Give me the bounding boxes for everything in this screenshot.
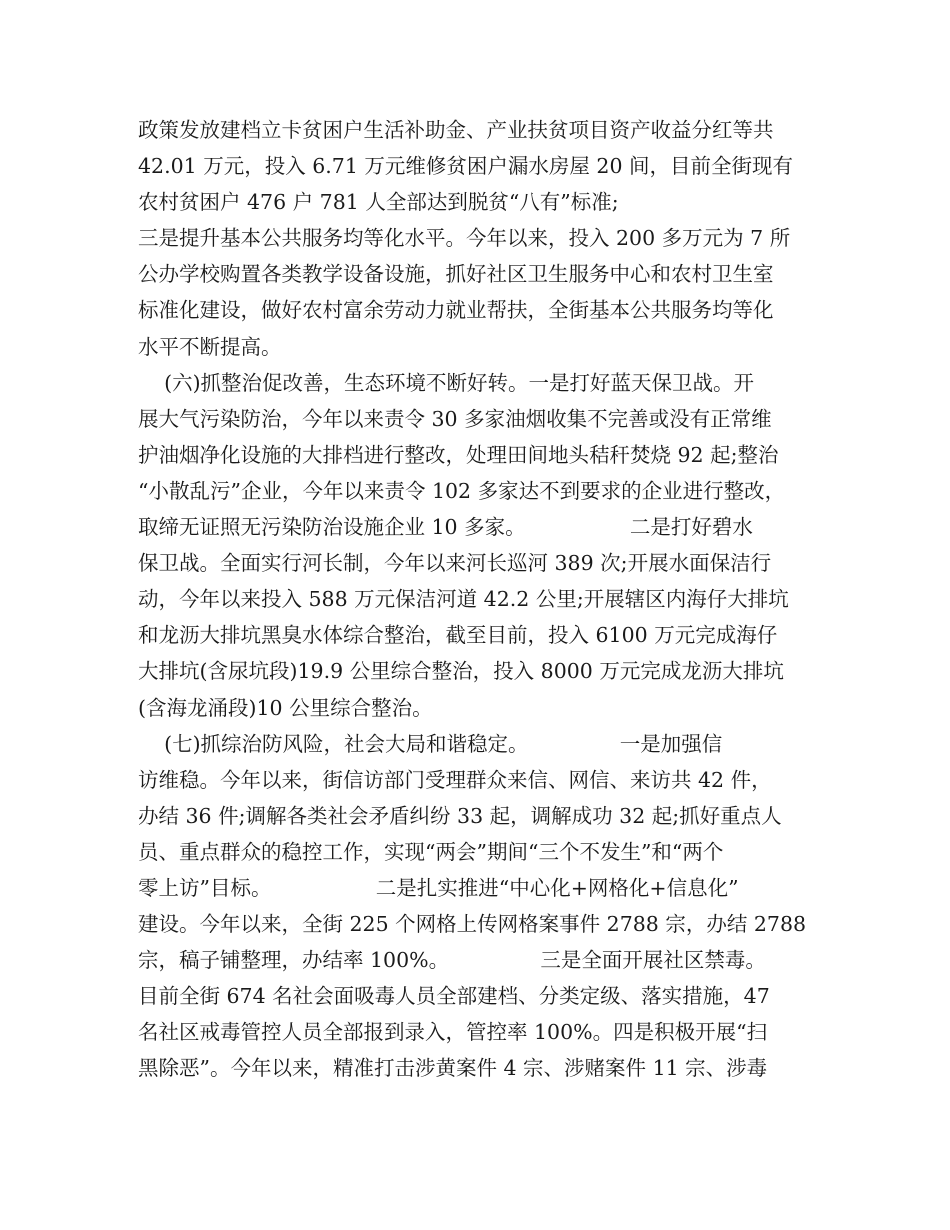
- text-line: (六)抓整治促改善，生态环境不断好转。一是打好蓝天保卫战。开: [138, 370, 755, 395]
- text-line: 名社区戒毒管控人员全部报到录入，管控率 100%。四是积极开展“扫: [138, 1020, 768, 1045]
- text-line: 42.01 万元，投入 6.71 万元维修贫困户漏水房屋 20 间，目前全街现有: [138, 154, 793, 179]
- body-text: [138, 112, 828, 1087]
- text-line: (含海龙涌段)10 公里综合整治。: [138, 695, 433, 720]
- text-line: 员、重点群众的稳控工作，实现“两会”期间“三个不发生”和“两个: [138, 839, 724, 864]
- text-line: 展大气污染防治，今年以来责令 30 多家油烟收集不完善或没有正常维: [138, 406, 772, 431]
- text-line: 大排坑(含尿坑段)19.9 公里综合整治，投入 8000 万元完成龙沥大排坑: [138, 659, 784, 684]
- text-line: 公办学校购置各类教学设备设施，抓好社区卫生服务中心和农村卫生室: [138, 262, 774, 287]
- text-line: 宗，稿子铺整理，办结率 100%。 三是全面开展社区禁毒。: [138, 948, 766, 973]
- text-line: 办结 36 件;调解各类社会矛盾纠纷 33 起，调解成功 32 起;抓好重点人: [138, 803, 782, 828]
- text-line: 护油烟净化设施的大排档进行整改，处理田间地头秸秆焚烧 92 起;整治: [138, 442, 779, 467]
- text-line: 和龙沥大排坑黑臭水体综合整治，截至目前，投入 6100 万元完成海仔: [138, 623, 778, 648]
- text-line: 目前全街 674 名社会面吸毒人员全部建档、分类定级、落实措施，47: [138, 984, 770, 1009]
- text-line: 政策发放建档立卡贫困户生活补助金、产业扶贫项目资产收益分红等共: [138, 118, 774, 142]
- text-line: 水平不断提高。: [138, 334, 282, 359]
- text-line: 三是提升基本公共服务均等化水平。今年以来，投入 200 多万元为 7 所: [138, 226, 791, 251]
- text-line: 零上访”目标。 二是扎实推进“中心化+网格化+信息化”: [138, 875, 739, 900]
- text-line: 取缔无证照无污染防治设施企业 10 多家。 二是打好碧水: [138, 515, 753, 540]
- text-line: (七)抓综治防风险，社会大局和谐稳定。 一是加强信: [138, 731, 723, 756]
- text-line: 建设。今年以来，全街 225 个网格上传网格案事件 2788 宗，办结 2788: [138, 912, 807, 937]
- text-line: 农村贫困户 476 户 781 人全部达到脱贫“八有”标准;: [138, 190, 619, 215]
- text-line: 标准化建设，做好农村富余劳动力就业帮扶，全街基本公共服务均等化: [138, 298, 774, 323]
- text-line: 访维稳。今年以来，街信访部门受理群众来信、网信、来访共 42 件，: [138, 767, 772, 792]
- text-line: 保卫战。全面实行河长制，今年以来河长巡河 389 次;开展水面保洁行: [138, 551, 772, 576]
- text-line: 黑除恶”。今年以来，精准打击涉黄案件 4 宗、涉赌案件 11 宗、涉毒: [138, 1056, 768, 1081]
- text-line: 动，今年以来投入 588 万元保洁河道 42.2 公里;开展辖区内海仔大排坑: [138, 587, 789, 612]
- text-line: “小散乱污”企业，今年以来责令 102 多家达不到要求的企业进行整改，: [138, 478, 786, 503]
